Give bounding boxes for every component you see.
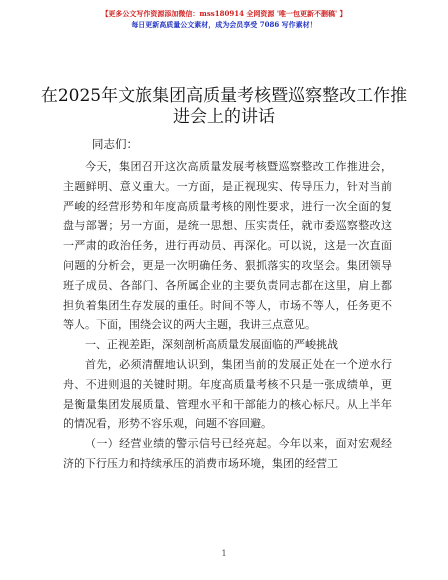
paragraph: （一）经营业绩的警示信号已经亮起。今年以来，面对宏观经济的下行压力和持续承压的消费市场环境，集团的经营工 bbox=[63, 437, 392, 470]
paragraph: 今天，集团召开这次高质量发展考核暨巡察整改工作推进会，主题鲜明、意义重大。一方面，是正视现实、传导压力，针对当前严峻的经营形势和年度高质量考核的刚性要求，进行一次全面的复盘与部署；另一方面，是统一思想、压实责任，就市委巡察整改这一严肃的政治任务，进行再动员、再深化。可以说，这是一次直面问题的分析会，更是一次明确任务、狠抓落实的攻坚会。集团领导班子成员、各部门、各所属企业的主要负责同志都在这里，肩上都担负着集团生存发展的重任。时间不等人，市场不等人，任务更不等人。下面，围绕会议的两大主题，我讲三点意见。 bbox=[63, 160, 392, 332]
section-heading: 一、正视差距，深刻剖析高质量发展面临的严峻挑战 bbox=[85, 338, 338, 352]
document-title: 在2025年文旅集团高质量考核暨巡察整改工作推进会上的讲话 bbox=[40, 86, 408, 127]
promo-line-1: 【更多公文写作资源添加微信：mss180914 全网资源 '唯一包更新不删稿' 】 bbox=[101, 9, 347, 18]
paragraph: 首先，必须清醒地认识到，集团当前的发展正处在一个逆水行舟、不进则退的关键时期。年度高质量考核不只是一张成绩单，更是衡量集团发展质量、管理水平和干部能力的核心标尺。从上半年的情况看，形势不容乐观，问题不容回避。 bbox=[63, 357, 392, 431]
document-body bbox=[63, 157, 392, 474]
greeting: 同志们： bbox=[92, 137, 138, 151]
page-number: 1 bbox=[221, 549, 227, 558]
promo-line-2: 每日更新高质量公文素材，成为会员享受 7086 写作素材！ bbox=[131, 20, 317, 29]
